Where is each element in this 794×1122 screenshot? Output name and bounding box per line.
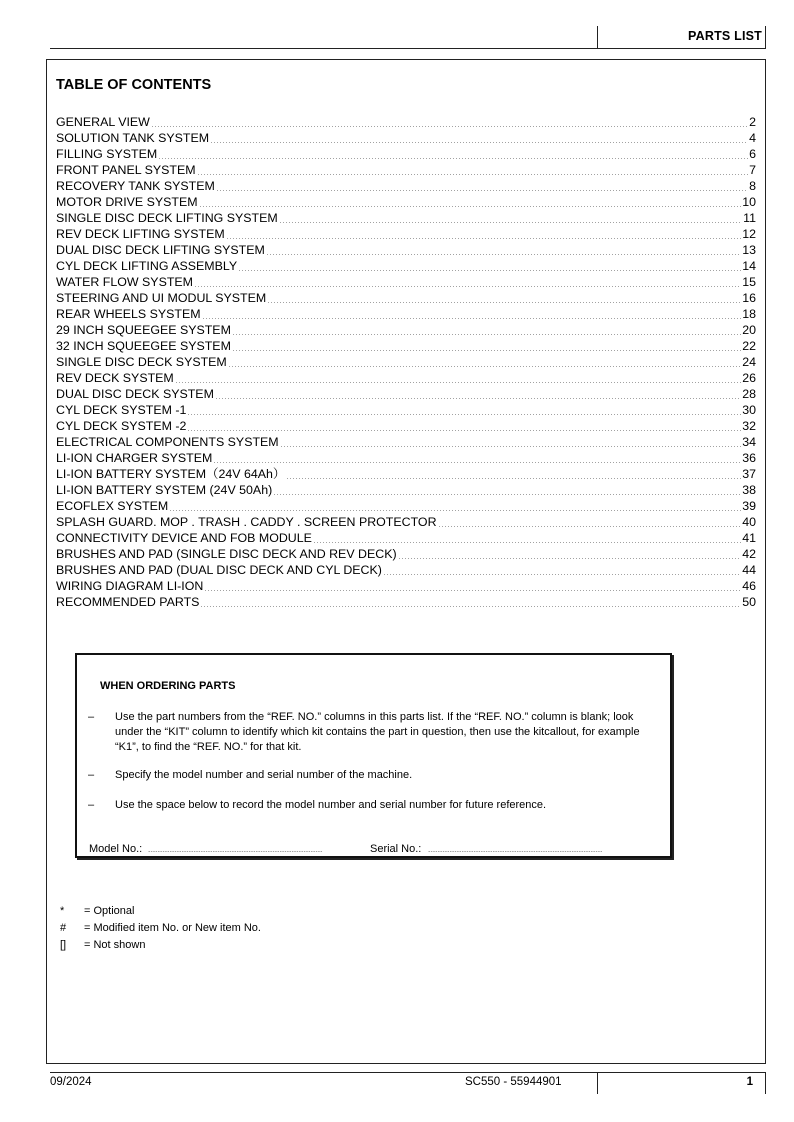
dot-leader xyxy=(199,206,742,207)
toc-entry-page: 32 xyxy=(742,419,756,433)
dot-leader xyxy=(213,462,741,463)
dot-leader xyxy=(215,398,741,399)
toc-entry[interactable] xyxy=(56,418,756,434)
toc-entry[interactable] xyxy=(56,354,756,370)
toc-entry-label: REAR WHEELS SYSTEM xyxy=(56,307,201,321)
page-header-title: PARTS LIST xyxy=(688,29,762,43)
bullet-dash: – xyxy=(88,799,95,811)
toc-entry[interactable] xyxy=(56,386,756,402)
toc-entry[interactable] xyxy=(56,546,756,562)
toc-list xyxy=(56,114,756,610)
toc-entry-page: 12 xyxy=(742,227,756,241)
toc-entry-label: BRUSHES AND PAD (SINGLE DISC DECK AND REV DECK) xyxy=(56,547,397,561)
ordering-bullet-2: Specify the model number and serial number of the machine. xyxy=(115,769,413,781)
dot-leader xyxy=(216,190,748,191)
legend-symbol: [] xyxy=(60,939,67,951)
toc-entry-page: 18 xyxy=(742,307,756,321)
header-divider xyxy=(597,26,598,48)
footer-rule xyxy=(50,1072,766,1073)
toc-entry-page: 22 xyxy=(742,339,756,353)
toc-entry[interactable] xyxy=(56,178,756,194)
toc-entry-label: CYL DECK LIFTING ASSEMBLY xyxy=(56,259,238,273)
toc-entry[interactable] xyxy=(56,562,756,578)
dot-leader xyxy=(187,414,741,415)
dot-leader xyxy=(210,142,748,143)
model-number-label: Model No.: xyxy=(89,843,143,855)
toc-entry-label: WATER FLOW SYSTEM xyxy=(56,275,193,289)
dot-leader xyxy=(158,158,748,159)
toc-entry-label: CONNECTIVITY DEVICE AND FOB MODULE xyxy=(56,531,312,545)
toc-entry[interactable] xyxy=(56,130,756,146)
toc-entry-label: 29 INCH SQUEEGEE SYSTEM xyxy=(56,323,231,337)
toc-entry[interactable] xyxy=(56,114,756,130)
toc-entry[interactable] xyxy=(56,146,756,162)
dot-leader xyxy=(286,478,741,479)
toc-entry[interactable] xyxy=(56,370,756,386)
toc-entry-label: WIRING DIAGRAM LI-ION xyxy=(56,579,204,593)
toc-entry[interactable] xyxy=(56,242,756,258)
toc-entry-page: 13 xyxy=(742,243,756,257)
toc-entry-page: 6 xyxy=(749,147,756,161)
ordering-title: WHEN ORDERING PARTS xyxy=(100,680,236,692)
toc-entry-page: 4 xyxy=(749,131,756,145)
toc-entry[interactable] xyxy=(56,402,756,418)
toc-entry-page: 15 xyxy=(742,275,756,289)
dot-leader xyxy=(226,238,742,239)
dot-leader xyxy=(279,222,742,223)
dot-leader xyxy=(383,574,741,575)
toc-entry-page: 50 xyxy=(742,595,756,609)
toc-entry-label: LI-ION CHARGER SYSTEM xyxy=(56,451,213,465)
toc-entry[interactable] xyxy=(56,274,756,290)
dot-leader xyxy=(169,510,741,511)
legend-symbol: # xyxy=(60,922,67,934)
toc-entry[interactable] xyxy=(56,578,756,594)
model-number-field[interactable] xyxy=(148,851,323,852)
toc-entry-page: 46 xyxy=(742,579,756,593)
toc-entry-label: DUAL DISC DECK LIFTING SYSTEM xyxy=(56,243,265,257)
toc-entry-label: DUAL DISC DECK SYSTEM xyxy=(56,387,214,401)
toc-entry[interactable] xyxy=(56,226,756,242)
toc-entry-label: FRONT PANEL SYSTEM xyxy=(56,163,196,177)
toc-entry[interactable] xyxy=(56,498,756,514)
bullet-dash: – xyxy=(88,711,95,723)
dot-leader xyxy=(175,382,741,383)
toc-entry-label: FILLING SYSTEM xyxy=(56,147,158,161)
toc-entry[interactable] xyxy=(56,450,756,466)
dot-leader xyxy=(151,126,748,127)
toc-entry-label: SINGLE DISC DECK SYSTEM xyxy=(56,355,227,369)
toc-entry-label: CYL DECK SYSTEM -2 xyxy=(56,419,187,433)
toc-entry-page: 40 xyxy=(742,515,756,529)
footer-divider-right xyxy=(765,1072,766,1094)
toc-entry-label: REV DECK SYSTEM xyxy=(56,371,174,385)
toc-entry-label: SOLUTION TANK SYSTEM xyxy=(56,131,210,145)
toc-entry-page: 36 xyxy=(742,451,756,465)
toc-entry-label: GENERAL VIEW xyxy=(56,115,150,129)
dot-leader xyxy=(398,558,742,559)
toc-entry-label: RECOVERY TANK SYSTEM xyxy=(56,179,215,193)
serial-number-label: Serial No.: xyxy=(370,843,422,855)
dot-leader xyxy=(202,318,742,319)
bullet-dash: – xyxy=(88,769,95,781)
footer-model-number: SC550 - 55944901 xyxy=(465,1076,562,1088)
toc-entry[interactable] xyxy=(56,434,756,450)
toc-entry-label: LI-ION BATTERY SYSTEM (24V 50Ah) xyxy=(56,483,273,497)
dot-leader xyxy=(313,542,741,543)
toc-entry-page: 30 xyxy=(742,403,756,417)
toc-entry-page: 37 xyxy=(742,467,756,481)
toc-entry-label: RECOMMENDED PARTS xyxy=(56,595,200,609)
toc-entry-label: CYL DECK SYSTEM -1 xyxy=(56,403,187,417)
ordering-bullet-1: Use the part numbers from the “REF. NO.” columns in this parts list. If the “REF. NO.” column is blank; look under the “KIT” column to identify which kit contains the part in question, then use the kitcallout, for example “K1”, to find the “REF. NO.” for that kit. xyxy=(115,711,640,753)
dot-leader xyxy=(438,526,742,527)
toc-entry-page: 44 xyxy=(742,563,756,577)
toc-entry[interactable] xyxy=(56,322,756,338)
legend-symbol: * xyxy=(60,905,65,917)
serial-number-field[interactable] xyxy=(428,851,602,852)
dot-leader xyxy=(238,270,741,271)
toc-entry-page: 8 xyxy=(749,179,756,193)
dot-leader xyxy=(273,494,741,495)
toc-entry-label: ELECTRICAL COMPONENTS SYSTEM xyxy=(56,435,279,449)
dot-leader xyxy=(204,590,741,591)
toc-entry-label: MOTOR DRIVE SYSTEM xyxy=(56,195,198,209)
header-divider-right xyxy=(765,26,766,48)
toc-entry[interactable] xyxy=(56,338,756,354)
toc-entry[interactable] xyxy=(56,466,756,482)
legend-text: = Optional xyxy=(84,905,135,917)
toc-entry-page: 2 xyxy=(749,115,756,129)
toc-entry[interactable] xyxy=(56,162,756,178)
dot-leader xyxy=(232,350,741,351)
dot-leader xyxy=(232,334,741,335)
toc-entry-page: 16 xyxy=(742,291,756,305)
toc-entry[interactable] xyxy=(56,194,756,210)
toc-entry[interactable] xyxy=(56,290,756,306)
ordering-bullet-3: Use the space below to record the model number and serial number for future reference. xyxy=(115,799,547,811)
toc-entry-page: 7 xyxy=(749,163,756,177)
toc-entry[interactable] xyxy=(56,530,756,546)
legend-text: = Modified item No. or New item No. xyxy=(84,922,261,934)
dot-leader xyxy=(266,254,741,255)
toc-entry[interactable] xyxy=(56,482,756,498)
toc-entry-page: 14 xyxy=(742,259,756,273)
header-rule xyxy=(50,48,766,49)
toc-entry[interactable] xyxy=(56,210,756,226)
toc-entry-page: 20 xyxy=(742,323,756,337)
footer-page-number: 1 xyxy=(746,1076,753,1088)
footer-date: 09/2024 xyxy=(50,1076,92,1088)
toc-entry-page: 24 xyxy=(742,355,756,369)
toc-entry-page: 41 xyxy=(742,531,756,545)
toc-entry-page: 39 xyxy=(742,499,756,513)
toc-entry[interactable] xyxy=(56,258,756,274)
toc-entry-page: 10 xyxy=(742,195,756,209)
dot-leader xyxy=(194,286,741,287)
dot-leader xyxy=(228,366,741,367)
toc-entry-label: STEERING AND UI MODUL SYSTEM xyxy=(56,291,267,305)
toc-entry-page: 42 xyxy=(742,547,756,561)
toc-entry-page: 38 xyxy=(742,483,756,497)
dot-leader xyxy=(197,174,749,175)
dot-leader xyxy=(267,302,741,303)
toc-entry[interactable] xyxy=(56,594,756,610)
legend-text: = Not shown xyxy=(84,939,146,951)
dot-leader xyxy=(280,446,742,447)
toc-entry-page: 34 xyxy=(742,435,756,449)
toc-entry-page: 26 xyxy=(742,371,756,385)
toc-entry-label: BRUSHES AND PAD (DUAL DISC DECK AND CYL DECK) xyxy=(56,563,382,577)
toc-entry-label: SINGLE DISC DECK LIFTING SYSTEM xyxy=(56,211,278,225)
dot-leader xyxy=(187,430,741,431)
dot-leader xyxy=(200,606,741,607)
toc-title: TABLE OF CONTENTS xyxy=(56,77,212,93)
toc-entry-label: 32 INCH SQUEEGEE SYSTEM xyxy=(56,339,231,353)
footer-divider xyxy=(597,1072,598,1094)
toc-entry-label: SPLASH GUARD. MOP . TRASH . CADDY . SCREEN PROTECTOR xyxy=(56,515,437,529)
toc-entry-label: REV DECK LIFTING SYSTEM xyxy=(56,227,225,241)
toc-entry-page: 28 xyxy=(742,387,756,401)
toc-entry-page: 11 xyxy=(743,211,756,225)
toc-entry[interactable] xyxy=(56,514,756,530)
toc-entry-label: ECOFLEX SYSTEM xyxy=(56,499,169,513)
toc-entry[interactable] xyxy=(56,306,756,322)
toc-entry-label: LI-ION BATTERY SYSTEM（24V 64Ah） xyxy=(56,467,286,481)
